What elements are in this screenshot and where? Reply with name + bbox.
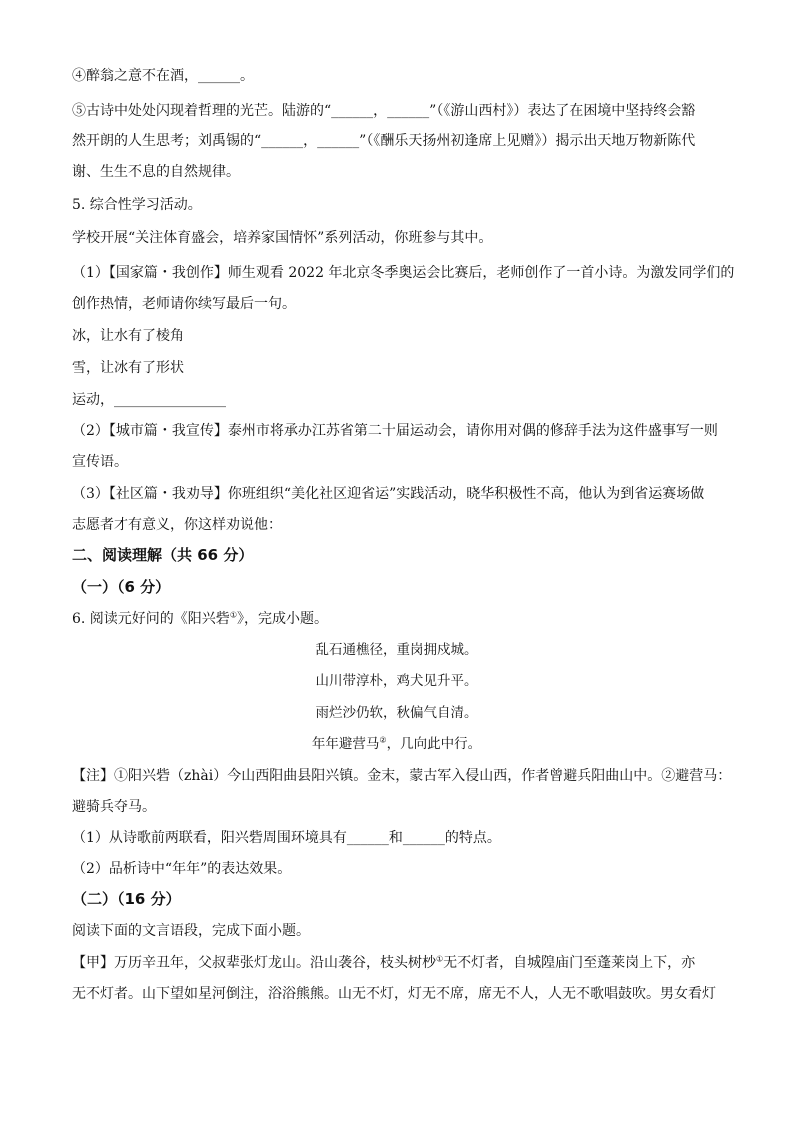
text-line: （2）品析诗中“年年”的表达效果。 xyxy=(72,861,292,877)
subsection-heading: （二）（16 分） xyxy=(72,890,181,908)
text-segment: ，几向此中行。 xyxy=(386,736,482,752)
text-line: （3）【社区篇・我劝导】你班组织“美化社区迎省运”实践活动，晓华积极性不高，他认为到省运赛场做 xyxy=(72,486,705,502)
text-line: 雪，让冰有了形状 xyxy=(72,360,184,376)
text-line: ⑤古诗中处处闪现着哲理的光芒。陆游的“______，______”（《游山西村》）表达了在困境中坚持终会豁 xyxy=(72,103,696,119)
text-line: 谢、生生不息的自然规律。 xyxy=(72,164,240,180)
text-line: 宣传语。 xyxy=(72,454,128,470)
text-segment: 6. 阅读元好问的《阳兴砦 xyxy=(72,611,230,627)
text-line: 运动，________________ xyxy=(72,392,226,408)
poem-line: 乱石通樵径，重岗拥戍城。 xyxy=(315,642,478,658)
text-line: 然开朗的人生思考；刘禹锡的“______，______”（《酬乐天扬州初逢席上见赠》）揭示出天地万物新陈代 xyxy=(72,133,696,149)
question-number: 5. 综合性学习活动。 xyxy=(72,197,202,213)
text-line: （2）【城市篇・我宣传】泰州市将承办江苏省第二十届运动会，请你用对偶的修辞手法为这件盛事写一则 xyxy=(72,423,718,439)
footnote-mark: ① xyxy=(436,954,444,964)
text-line: 志愿者才有意义，你这样劝说他： xyxy=(72,517,282,533)
text-line: 冰，让水有了棱角 xyxy=(72,328,184,344)
text-line: （1）【国家篇・我创作】师生观看 2022 年北京冬季奥运会比赛后，老师创作了一首小诗。为激发同学们的 xyxy=(72,265,735,281)
footnote-mark: ① xyxy=(229,610,237,620)
passage-line xyxy=(72,953,695,973)
poem-line: 雨烂沙仍软，秋偏气自清。 xyxy=(315,705,478,721)
text-line xyxy=(72,609,328,629)
text-line: 阅读下面的文言语段，完成下面小题。 xyxy=(72,923,310,939)
passage-line: 无不灯者。山下望如星河倒注，浴浴熊熊。山无不灯，灯无不席，席无不人，人无不歌唱鼓吹。男女看灯 xyxy=(72,986,716,1002)
footnote-mark: ② xyxy=(379,735,387,745)
text-line: 学校开展“关注体育盛会，培养家国情怀”系列活动，你班参与其中。 xyxy=(72,230,493,246)
text-line: 创作热情，老师请你续写最后一句。 xyxy=(72,296,296,312)
section-heading: 二、阅读理解（共 66 分） xyxy=(72,546,254,564)
text-segment: 【甲】万历辛丑年，父叔辈张灯龙山。沿山袭谷，枝头树杪 xyxy=(72,955,436,971)
text-segment: 》，完成小题。 xyxy=(236,611,328,627)
poem-line: 山川带淳朴，鸡犬见升平。 xyxy=(315,673,478,689)
note-line: 避骑兵夺马。 xyxy=(72,799,156,815)
text-line: ④醉翁之意不在酒，______。 xyxy=(72,68,254,84)
subsection-heading: （一）（6 分） xyxy=(72,578,171,596)
text-segment: 无不灯者，自城隍庙门至蓬莱岗上下，亦 xyxy=(443,955,696,971)
text-line: （1）从诗歌前两联看，阳兴砦周围环境具有______和______的特点。 xyxy=(72,830,501,846)
poem-line xyxy=(0,734,793,754)
note-line: 【注】①阳兴砦（zhài）今山西阳曲县阳兴镇。金末，蒙古军入侵山西，作者曾避兵阳曲山中。②避营马： xyxy=(72,768,732,784)
text-segment: 年年避营马 xyxy=(311,736,380,752)
